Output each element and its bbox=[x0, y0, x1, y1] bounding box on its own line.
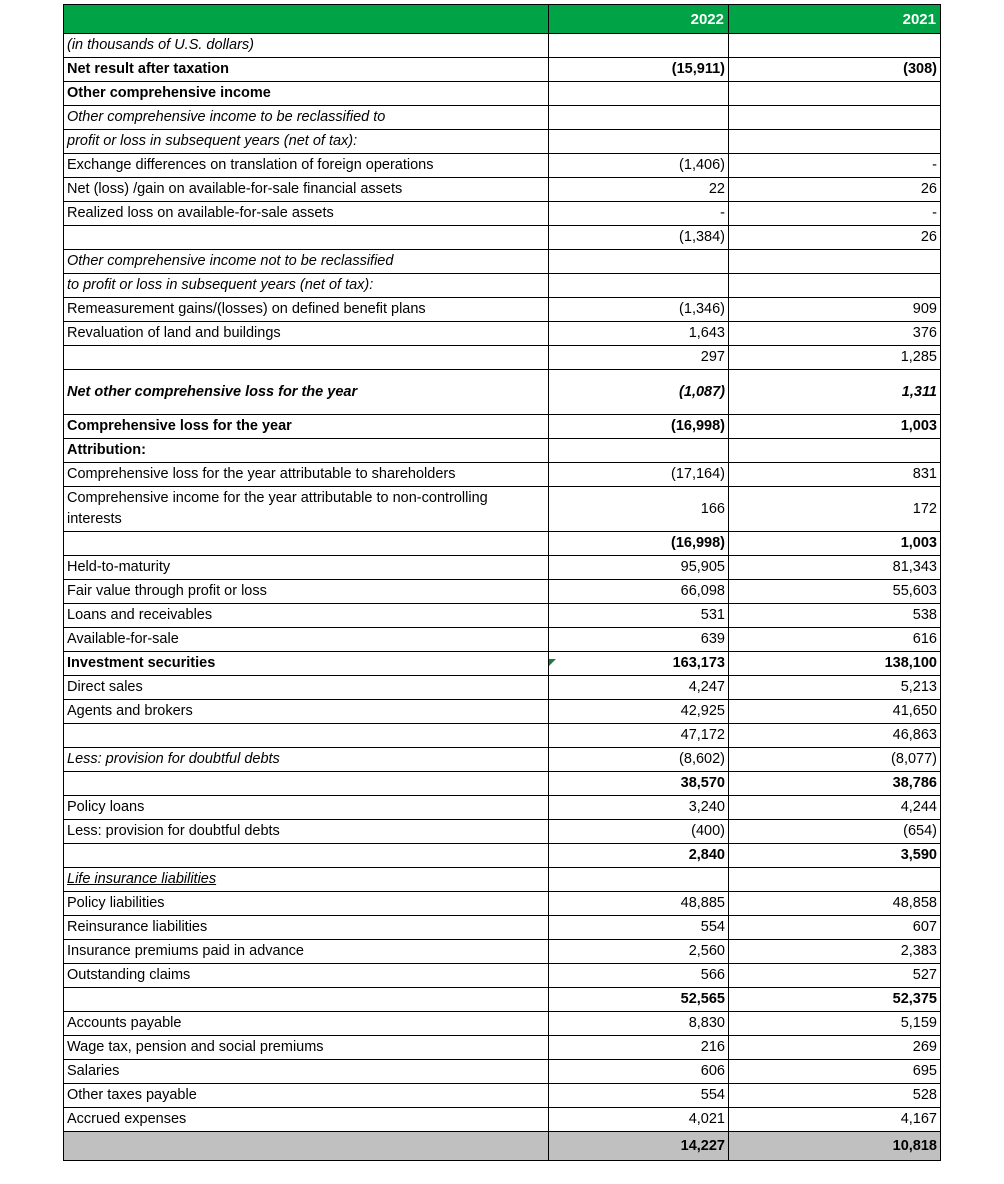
value-2021-cell[interactable]: 48,858 bbox=[729, 892, 941, 916]
value-2021-cell[interactable]: 41,650 bbox=[729, 700, 941, 724]
row-label-cell[interactable]: Revaluation of land and buildings bbox=[64, 322, 549, 346]
row-label-cell[interactable]: Other comprehensive income bbox=[64, 82, 549, 106]
value-2022-cell[interactable]: 42,925 bbox=[549, 700, 729, 724]
value-2021-cell[interactable]: 10,818 bbox=[729, 1132, 941, 1161]
row-label-cell[interactable]: Less: provision for doubtful debts bbox=[64, 820, 549, 844]
table-row bbox=[64, 748, 941, 772]
value-2022-cell[interactable]: (1,406) bbox=[549, 154, 729, 178]
table-row bbox=[64, 82, 941, 106]
value-2021-cell[interactable] bbox=[729, 34, 941, 58]
value-2021-cell[interactable]: 607 bbox=[729, 916, 941, 940]
row-label-cell[interactable]: Net other comprehensive loss for the year bbox=[64, 370, 549, 415]
value-2022-cell[interactable]: 38,570 bbox=[549, 772, 729, 796]
value-2021-cell[interactable]: 4,167 bbox=[729, 1108, 941, 1132]
row-label-cell[interactable]: Other comprehensive income not to be reclassified bbox=[64, 250, 549, 274]
value-2022-cell[interactable]: (17,164) bbox=[549, 463, 729, 487]
row-label-cell[interactable]: Realized loss on available-for-sale assets bbox=[64, 202, 549, 226]
table-row bbox=[64, 628, 941, 652]
value-2021-cell[interactable]: 831 bbox=[729, 463, 941, 487]
value-2021-cell[interactable] bbox=[729, 868, 941, 892]
value-2022-cell[interactable]: 606 bbox=[549, 1060, 729, 1084]
value-2021-cell[interactable]: 26 bbox=[729, 178, 941, 202]
row-label-cell[interactable]: Wage tax, pension and social premiums bbox=[64, 1036, 549, 1060]
table-row bbox=[64, 916, 941, 940]
value-2021-cell[interactable]: 5,159 bbox=[729, 1012, 941, 1036]
value-2022-cell[interactable]: (1,087) bbox=[549, 370, 729, 415]
value-2022-cell[interactable] bbox=[549, 106, 729, 130]
value-2021-cell[interactable]: 1,285 bbox=[729, 346, 941, 370]
value-2021-cell[interactable]: - bbox=[729, 154, 941, 178]
value-2022-cell[interactable]: 2,560 bbox=[549, 940, 729, 964]
value-2021-cell[interactable]: 527 bbox=[729, 964, 941, 988]
value-2022-cell[interactable]: 52,565 bbox=[549, 988, 729, 1012]
value-2021-cell[interactable]: 695 bbox=[729, 1060, 941, 1084]
value-2021-cell[interactable]: 2,383 bbox=[729, 940, 941, 964]
row-label-cell[interactable]: Other taxes payable bbox=[64, 1084, 549, 1108]
value-2021-cell[interactable]: 4,244 bbox=[729, 796, 941, 820]
table-row bbox=[64, 274, 941, 298]
value-2022-cell[interactable]: (16,998) bbox=[549, 415, 729, 439]
table-row bbox=[64, 487, 941, 532]
value-2022-cell[interactable]: 14,227 bbox=[549, 1132, 729, 1161]
value-2022-cell[interactable] bbox=[549, 439, 729, 463]
row-label-cell[interactable]: (in thousands of U.S. dollars) bbox=[64, 34, 549, 58]
value-2021-cell[interactable]: (654) bbox=[729, 820, 941, 844]
value-2021-cell[interactable]: 528 bbox=[729, 1084, 941, 1108]
table-row bbox=[64, 772, 941, 796]
table-row bbox=[64, 964, 941, 988]
row-label-cell[interactable] bbox=[64, 772, 549, 796]
value-2022-cell[interactable]: 48,885 bbox=[549, 892, 729, 916]
table-row bbox=[64, 868, 941, 892]
row-label-cell[interactable]: Insurance premiums paid in advance bbox=[64, 940, 549, 964]
row-label-cell[interactable] bbox=[64, 346, 549, 370]
value-2021-cell[interactable]: 55,603 bbox=[729, 580, 941, 604]
table-row bbox=[64, 1108, 941, 1132]
table-body bbox=[64, 5, 941, 1161]
value-2021-cell[interactable]: (8,077) bbox=[729, 748, 941, 772]
table-row bbox=[64, 130, 941, 154]
value-2021-cell[interactable] bbox=[729, 130, 941, 154]
value-2022-cell[interactable]: 66,098 bbox=[549, 580, 729, 604]
value-2021-cell[interactable]: 376 bbox=[729, 322, 941, 346]
table-row bbox=[64, 604, 941, 628]
value-2021-cell[interactable]: 1,003 bbox=[729, 532, 941, 556]
table-row bbox=[64, 415, 941, 439]
value-2022-cell[interactable]: (8,602) bbox=[549, 748, 729, 772]
row-label-cell[interactable] bbox=[64, 844, 549, 868]
table-row bbox=[64, 724, 941, 748]
value-2021-cell[interactable]: 52,375 bbox=[729, 988, 941, 1012]
value-2022-cell[interactable] bbox=[549, 34, 729, 58]
table-row bbox=[64, 892, 941, 916]
row-label-cell[interactable]: Other comprehensive income to be reclassified to bbox=[64, 106, 549, 130]
row-label-cell[interactable]: profit or loss in subsequent years (net of tax): bbox=[64, 130, 549, 154]
row-label-cell[interactable]: Available-for-sale bbox=[64, 628, 549, 652]
value-2021-cell[interactable]: 1,311 bbox=[729, 370, 941, 415]
value-2021-cell[interactable]: 1,003 bbox=[729, 415, 941, 439]
value-2022-cell[interactable]: 554 bbox=[549, 916, 729, 940]
value-2022-cell[interactable]: 531 bbox=[549, 604, 729, 628]
row-label-cell[interactable]: Salaries bbox=[64, 1060, 549, 1084]
table-row bbox=[64, 1060, 941, 1084]
header-year-2021[interactable]: 2021 bbox=[729, 5, 941, 34]
value-2022-cell[interactable]: 2,840 bbox=[549, 844, 729, 868]
table-row bbox=[64, 106, 941, 130]
value-2021-cell[interactable]: (308) bbox=[729, 58, 941, 82]
table-row bbox=[64, 1036, 941, 1060]
value-2022-cell[interactable]: 216 bbox=[549, 1036, 729, 1060]
table-row bbox=[64, 226, 941, 250]
table-row bbox=[64, 676, 941, 700]
value-2021-cell[interactable]: 172 bbox=[729, 487, 941, 532]
value-2022-cell[interactable]: 163,173 bbox=[549, 652, 729, 676]
row-label-cell[interactable]: Attribution: bbox=[64, 439, 549, 463]
table-row bbox=[64, 58, 941, 82]
row-label-cell[interactable] bbox=[64, 988, 549, 1012]
value-2022-cell[interactable]: 566 bbox=[549, 964, 729, 988]
value-2022-cell[interactable]: 4,247 bbox=[549, 676, 729, 700]
value-2021-cell[interactable] bbox=[729, 250, 941, 274]
table-row bbox=[64, 322, 941, 346]
row-label-cell[interactable]: Comprehensive income for the year attributable to non-controlling interests bbox=[64, 487, 549, 532]
row-label-cell[interactable]: Policy liabilities bbox=[64, 892, 549, 916]
value-2021-cell[interactable]: 138,100 bbox=[729, 652, 941, 676]
value-2022-cell[interactable] bbox=[549, 274, 729, 298]
row-label-cell[interactable]: Investment securities bbox=[64, 652, 549, 676]
value-2021-cell[interactable]: - bbox=[729, 202, 941, 226]
value-2021-cell[interactable]: 81,343 bbox=[729, 556, 941, 580]
value-2021-cell[interactable] bbox=[729, 82, 941, 106]
header-row bbox=[64, 5, 941, 34]
value-2022-cell[interactable]: (16,998) bbox=[549, 532, 729, 556]
value-2022-cell[interactable]: 95,905 bbox=[549, 556, 729, 580]
value-2022-cell[interactable]: 4,021 bbox=[549, 1108, 729, 1132]
row-label-cell[interactable] bbox=[64, 532, 549, 556]
row-label-cell[interactable]: Direct sales bbox=[64, 676, 549, 700]
table-row bbox=[64, 298, 941, 322]
value-2021-cell[interactable]: 5,213 bbox=[729, 676, 941, 700]
table-row bbox=[64, 1084, 941, 1108]
value-2022-cell[interactable]: 297 bbox=[549, 346, 729, 370]
row-label-cell[interactable]: to profit or loss in subsequent years (net of tax): bbox=[64, 274, 549, 298]
row-label-cell[interactable]: Reinsurance liabilities bbox=[64, 916, 549, 940]
value-2022-cell[interactable]: 8,830 bbox=[549, 1012, 729, 1036]
row-label-cell[interactable]: Loans and receivables bbox=[64, 604, 549, 628]
value-2022-cell[interactable]: (1,346) bbox=[549, 298, 729, 322]
header-year-2022[interactable]: 2022 bbox=[549, 5, 729, 34]
row-label-cell[interactable]: Accrued expenses bbox=[64, 1108, 549, 1132]
row-label-cell[interactable]: Net (loss) /gain on available-for-sale financial assets bbox=[64, 178, 549, 202]
table-row bbox=[64, 346, 941, 370]
value-2022-cell[interactable] bbox=[549, 82, 729, 106]
table-row bbox=[64, 250, 941, 274]
value-2021-cell[interactable] bbox=[729, 106, 941, 130]
value-2022-cell[interactable]: 554 bbox=[549, 1084, 729, 1108]
value-2022-cell[interactable]: 3,240 bbox=[549, 796, 729, 820]
value-2021-cell[interactable] bbox=[729, 439, 941, 463]
table-row bbox=[64, 1132, 941, 1161]
value-2022-cell[interactable]: 22 bbox=[549, 178, 729, 202]
value-2021-cell[interactable]: 26 bbox=[729, 226, 941, 250]
value-2022-cell[interactable]: 1,643 bbox=[549, 322, 729, 346]
table-row bbox=[64, 700, 941, 724]
value-2021-cell[interactable]: 269 bbox=[729, 1036, 941, 1060]
table-row bbox=[64, 652, 941, 676]
row-label-cell[interactable]: Comprehensive loss for the year attributable to shareholders bbox=[64, 463, 549, 487]
cell-error-indicator bbox=[549, 659, 556, 666]
row-label-cell[interactable]: Agents and brokers bbox=[64, 700, 549, 724]
financial-table bbox=[63, 4, 941, 1161]
row-label-cell[interactable]: Accounts payable bbox=[64, 1012, 549, 1036]
table-row bbox=[64, 580, 941, 604]
row-label-cell[interactable]: Comprehensive loss for the year bbox=[64, 415, 549, 439]
value-2021-cell[interactable]: 616 bbox=[729, 628, 941, 652]
table-row bbox=[64, 988, 941, 1012]
table-row bbox=[64, 940, 941, 964]
header-label-cell[interactable] bbox=[64, 5, 549, 34]
value-2022-cell[interactable]: (1,384) bbox=[549, 226, 729, 250]
value-2022-cell[interactable]: 639 bbox=[549, 628, 729, 652]
value-2022-cell[interactable]: (400) bbox=[549, 820, 729, 844]
value-2022-cell[interactable] bbox=[549, 250, 729, 274]
row-label-cell[interactable] bbox=[64, 1132, 549, 1161]
value-2021-cell[interactable]: 909 bbox=[729, 298, 941, 322]
table-row bbox=[64, 178, 941, 202]
value-2022-cell[interactable] bbox=[549, 868, 729, 892]
row-label-cell[interactable]: Fair value through profit or loss bbox=[64, 580, 549, 604]
table-row bbox=[64, 463, 941, 487]
value-2021-cell[interactable]: 46,863 bbox=[729, 724, 941, 748]
table-row bbox=[64, 556, 941, 580]
value-2022-cell[interactable] bbox=[549, 130, 729, 154]
table-row bbox=[64, 820, 941, 844]
table-row bbox=[64, 1012, 941, 1036]
value-2022-cell[interactable]: (15,911) bbox=[549, 58, 729, 82]
value-2021-cell[interactable]: 38,786 bbox=[729, 772, 941, 796]
table-row bbox=[64, 532, 941, 556]
row-label-cell[interactable]: Exchange differences on translation of foreign operations bbox=[64, 154, 549, 178]
row-label-cell[interactable]: Less: provision for doubtful debts bbox=[64, 748, 549, 772]
table-row bbox=[64, 439, 941, 463]
row-label-cell[interactable]: Remeasurement gains/(losses) on defined benefit plans bbox=[64, 298, 549, 322]
value-2021-cell[interactable]: 3,590 bbox=[729, 844, 941, 868]
value-2022-cell[interactable]: - bbox=[549, 202, 729, 226]
row-label-cell[interactable] bbox=[64, 226, 549, 250]
value-2021-cell[interactable]: 538 bbox=[729, 604, 941, 628]
row-label-cell[interactable] bbox=[64, 724, 549, 748]
table-row bbox=[64, 844, 941, 868]
row-label-cell[interactable]: Policy loans bbox=[64, 796, 549, 820]
table-row bbox=[64, 34, 941, 58]
row-label-cell[interactable]: Held-to-maturity bbox=[64, 556, 549, 580]
value-2022-cell[interactable]: 47,172 bbox=[549, 724, 729, 748]
value-2022-cell[interactable]: 166 bbox=[549, 487, 729, 532]
row-label-cell[interactable]: Outstanding claims bbox=[64, 964, 549, 988]
table-row bbox=[64, 154, 941, 178]
row-label-cell[interactable]: Life insurance liabilities bbox=[64, 868, 549, 892]
value-2021-cell[interactable] bbox=[729, 274, 941, 298]
table-row bbox=[64, 370, 941, 415]
table-row bbox=[64, 202, 941, 226]
row-label-cell[interactable]: Net result after taxation bbox=[64, 58, 549, 82]
table-row bbox=[64, 796, 941, 820]
